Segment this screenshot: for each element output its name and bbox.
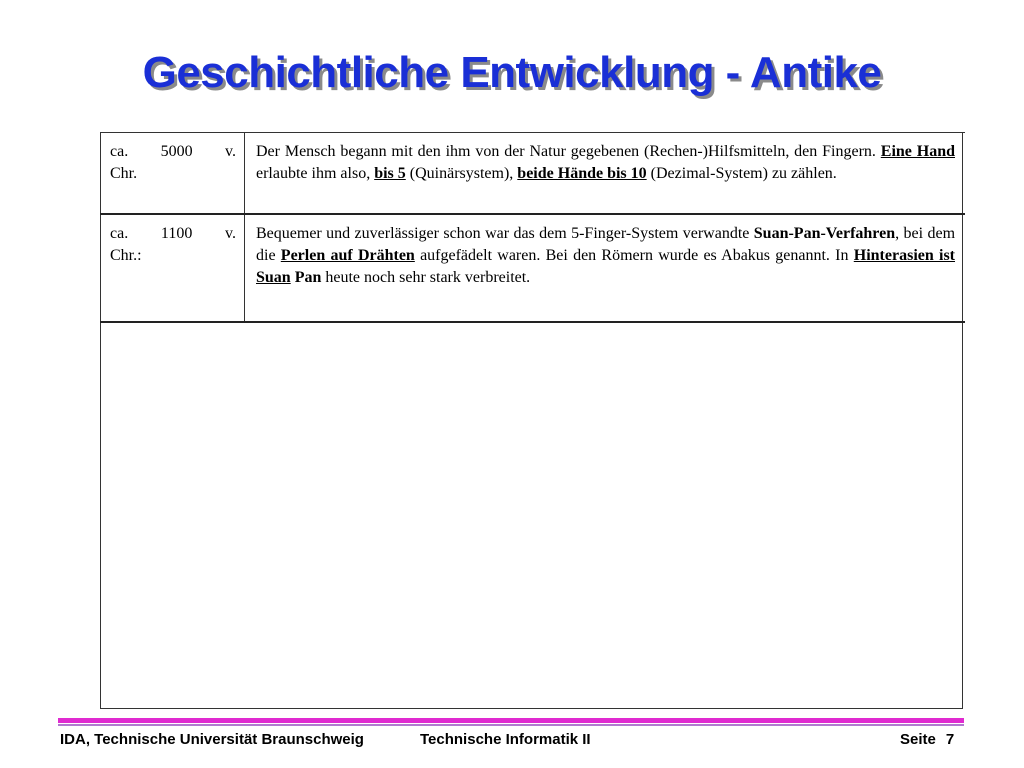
- text-segment: Pan: [294, 269, 322, 286]
- date-line-1: ca. 1100 v.: [110, 225, 236, 242]
- table-row: [100, 215, 965, 323]
- text-segment: (Quinärsystem),: [405, 165, 518, 182]
- text-segment: Suan-Pan-Verfahren: [753, 225, 896, 242]
- footer-institution: IDA, Technische Universität Braunschweig: [60, 731, 364, 748]
- date-cell: [100, 215, 245, 321]
- footer-page: [900, 731, 954, 748]
- text-segment: (Dezimal-System) zu zählen.: [646, 165, 837, 182]
- text-segment: erlaubte ihm also,: [256, 165, 375, 182]
- table-row: [100, 132, 965, 215]
- date-cell: [100, 133, 245, 213]
- text-segment: Der Mensch begann mit den ihm von der Natur gegebenen (Rechen-)Hilfsmitteln, den Fingern.: [256, 143, 881, 160]
- description-cell: [245, 215, 965, 321]
- text-segment: aufgefädelt waren. Bei den Römern wurde es Abakus genannt. In: [414, 247, 854, 264]
- date-line-2: Chr.: [110, 165, 138, 182]
- text-segment: , bei dem die: [256, 225, 956, 264]
- date-line-2: Chr.:: [110, 247, 142, 264]
- text-segment: Bequemer und zuverlässiger schon war das dem 5-Finger-System verwandte: [256, 225, 754, 242]
- slide-title: Geschichtliche Entwicklung - Antike: [142, 48, 882, 97]
- text-segment: Eine Hand: [880, 143, 955, 160]
- text-segment: Hinterasien ist Suan: [256, 247, 956, 286]
- text-segment: heute noch sehr stark verbreitet.: [321, 269, 531, 286]
- text-segment: Perlen auf Drähten: [280, 247, 415, 264]
- date-line-1: ca. 5000 v.: [110, 143, 236, 160]
- description-cell: [245, 133, 965, 213]
- page-label: Seite: [900, 731, 936, 748]
- page-number: 7: [945, 731, 955, 748]
- text-segment: bis 5: [374, 165, 406, 182]
- footer-course: Technische Informatik II: [420, 731, 591, 748]
- text-segment: beide Hände bis 10: [517, 165, 647, 182]
- footer-divider-secondary: [58, 724, 964, 726]
- footer-divider: [58, 718, 964, 723]
